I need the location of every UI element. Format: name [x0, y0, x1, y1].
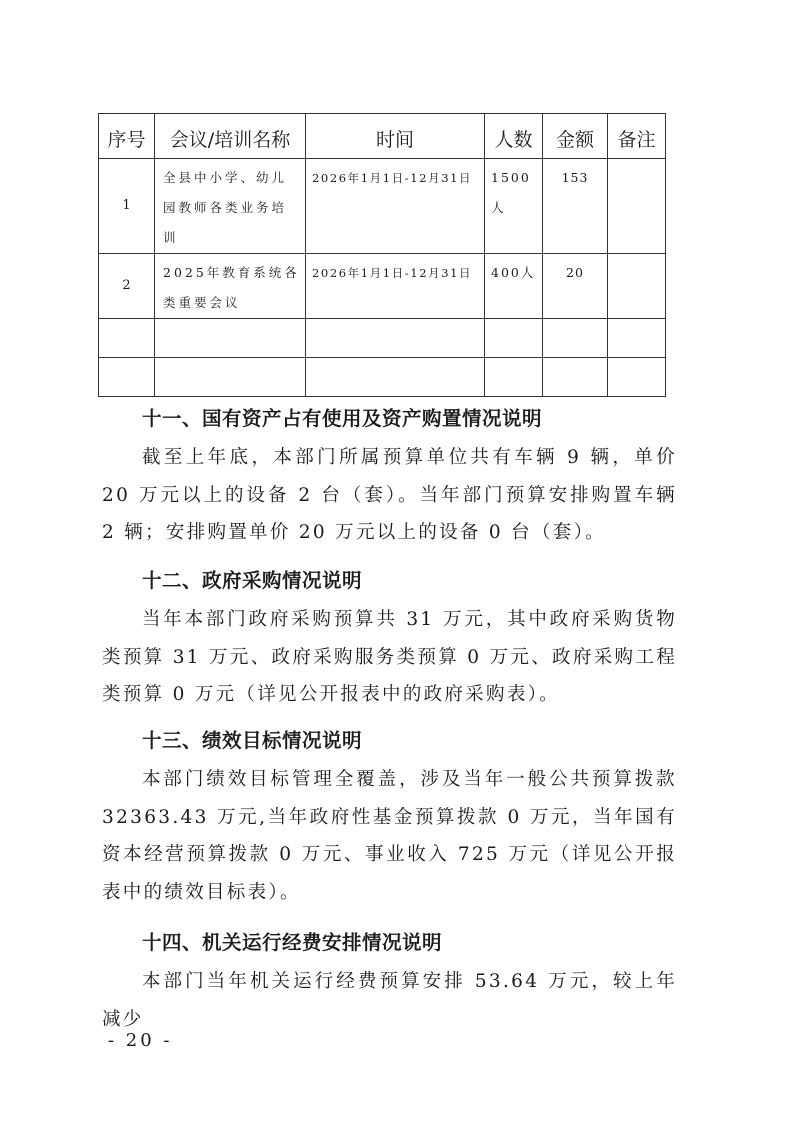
section-body: 本部门绩效目标管理全覆盖，涉及当年一般公共预算拨款 32363.43 万元,当年政府性基金预算拨款 0 万元，当年国有资本经营预算拨款 0 万元、事业收入 725 万元（详见公开报表中的绩效目标表）。: [102, 769, 677, 903]
cell-name: [155, 358, 306, 397]
section-procurement: [102, 566, 677, 714]
section-operating-costs: [102, 928, 677, 1038]
section-body: 截至上年底，本部门所属预算单位共有车辆 9 辆，单价 20 万元以上的设备 2 台（套）。当年部门预算安排购置车辆 2 辆；安排购置单价 20 万元以上的设备 0 台（套）。: [102, 447, 677, 543]
cell-seq: [99, 319, 155, 358]
header-time: 时间: [306, 114, 485, 159]
cell-time: 2026年1月1日-12月31日: [306, 254, 485, 319]
cell-time: [306, 319, 485, 358]
table-row: [99, 254, 666, 319]
cell-amount: [543, 319, 608, 358]
cell-note: [608, 319, 666, 358]
cell-seq: 1: [99, 159, 155, 254]
cell-people: 400人: [485, 254, 543, 319]
cell-people: 1500人: [485, 159, 543, 254]
cell-people: [485, 358, 543, 397]
section-heading: 十三、绩效目标情况说明: [142, 729, 363, 752]
cell-amount: 20: [543, 254, 608, 319]
table-row-empty: [99, 358, 666, 397]
cell-amount: [543, 358, 608, 397]
table-row: [99, 159, 666, 254]
table-row-empty: [99, 319, 666, 358]
header-name: 会议/培训名称: [155, 114, 306, 159]
header-note: 备注: [608, 114, 666, 159]
cell-seq: 2: [99, 254, 155, 319]
cell-name: [155, 319, 306, 358]
cell-name: 全县中小学、幼儿园教师各类业务培训: [155, 159, 306, 254]
cell-note: [608, 358, 666, 397]
cell-amount: 153: [543, 159, 608, 254]
page-number: - 20 -: [108, 1030, 173, 1051]
header-amount: 金额: [543, 114, 608, 159]
section-heading: 十二、政府采购情况说明: [142, 569, 363, 592]
cell-note: [608, 159, 666, 254]
cell-time: [306, 358, 485, 397]
header-seq: 序号: [99, 114, 155, 159]
cell-time: 2026年1月1日-12月31日: [306, 159, 485, 254]
cell-note: [608, 254, 666, 319]
table-header-row: [99, 114, 666, 159]
header-people: 人数: [485, 114, 543, 159]
section-heading: 十一、国有资产占有使用及资产购置情况说明: [142, 407, 543, 430]
section-body: 当年本部门政府采购预算共 31 万元，其中政府采购货物类预算 31 万元、政府采购服务类预算 0 万元、政府采购工程类预算 0 万元（详见公开报表中的政府采购表）。: [102, 609, 677, 705]
cell-name: 2025年教育系统各类重要会议: [155, 254, 306, 319]
section-body: 本部门当年机关运行经费预算安排 53.64 万元，较上年减少: [102, 971, 677, 1030]
meeting-training-table: [98, 113, 666, 397]
section-heading: 十四、机关运行经费安排情况说明: [142, 931, 443, 954]
cell-people: [485, 319, 543, 358]
cell-seq: [99, 358, 155, 397]
section-assets: [102, 404, 677, 552]
section-performance: [102, 726, 677, 911]
